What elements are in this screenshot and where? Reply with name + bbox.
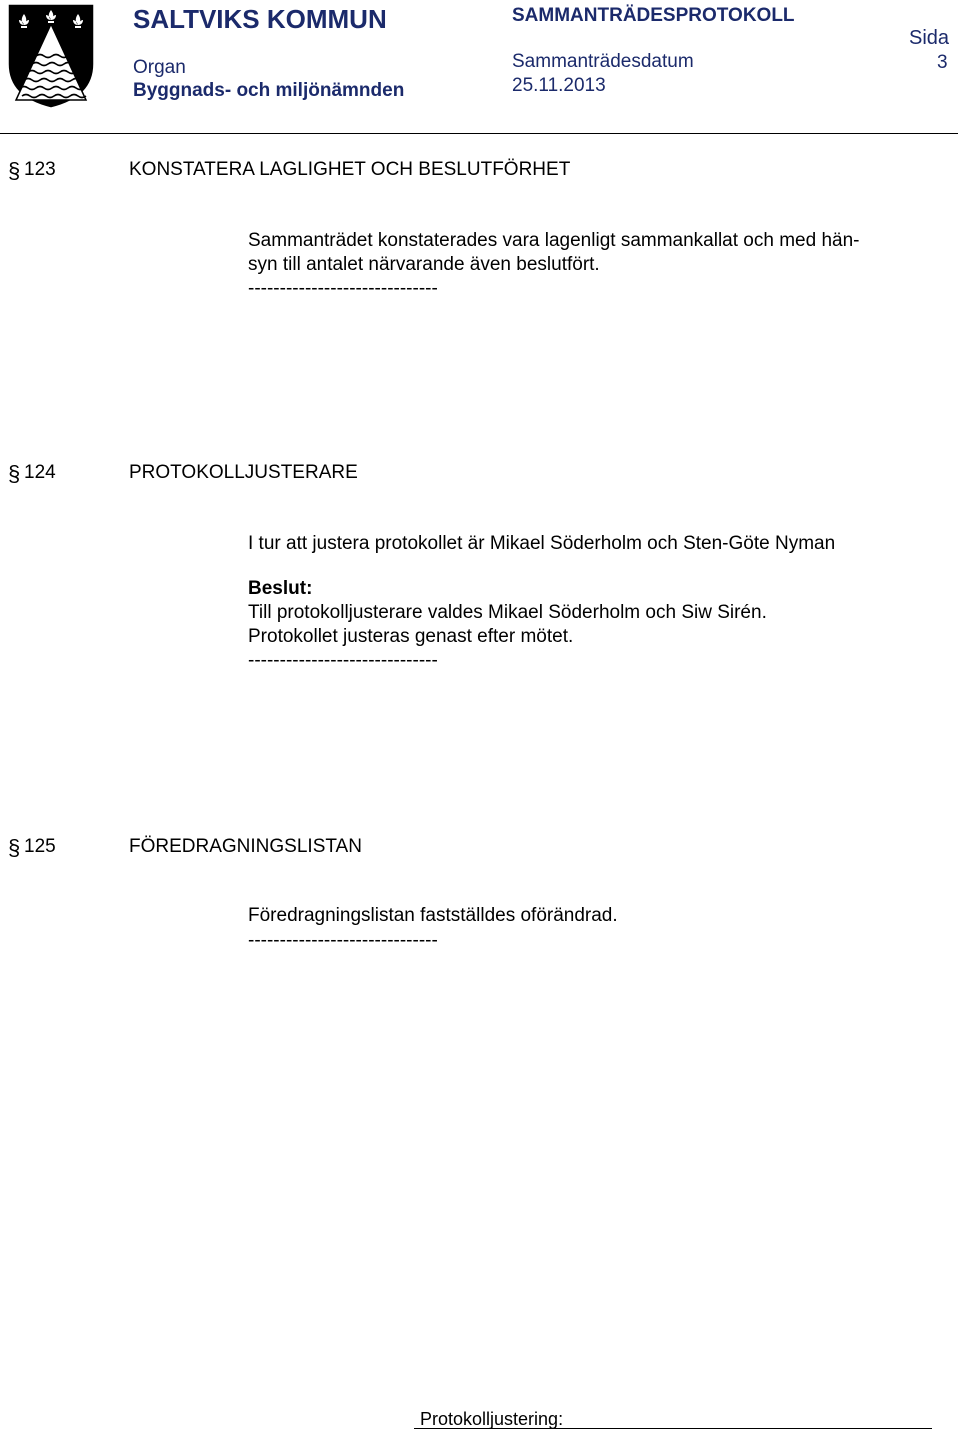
municipal-coat-of-arms-icon bbox=[8, 4, 94, 108]
meeting-date-value: 25.11.2013 bbox=[512, 75, 606, 96]
header-divider bbox=[0, 133, 958, 134]
section-symbol: § bbox=[8, 158, 21, 183]
paragraph-line: Sammanträdet konstaterades vara lagenligt sammankallat och med hän- bbox=[248, 230, 860, 251]
signature-line bbox=[414, 1428, 932, 1429]
document-type: SAMMANTRÄDESPROTOKOLL bbox=[512, 5, 795, 26]
section-number: 123 bbox=[24, 159, 56, 180]
paragraph-line: Föredragningslistan fastställdes oförändrad. bbox=[248, 905, 618, 926]
decision-label: Beslut: bbox=[248, 578, 313, 599]
paragraph-line: syn till antalet närvarande även beslutfört. bbox=[248, 254, 600, 275]
signature-label: Protokolljustering: bbox=[420, 1409, 564, 1429]
organization-name: SALTVIKS KOMMUN bbox=[133, 4, 387, 34]
section-number: 125 bbox=[24, 836, 56, 857]
page-label: Sida bbox=[909, 27, 950, 49]
section-symbol: § bbox=[8, 835, 21, 860]
page-number: 3 bbox=[937, 52, 948, 73]
section-separator: ------------------------------ bbox=[248, 930, 438, 951]
decision-line: Till protokolljusterare valdes Mikael Söderholm och Siw Sirén. bbox=[248, 602, 767, 623]
section-title: FÖREDRAGNINGSLISTAN bbox=[129, 836, 362, 857]
section-title: KONSTATERA LAGLIGHET OCH BESLUTFÖRHET bbox=[129, 159, 571, 180]
organ-label: Organ bbox=[133, 57, 186, 78]
section-number: 124 bbox=[24, 462, 56, 483]
section-separator: ------------------------------ bbox=[248, 278, 438, 299]
meeting-date-label: Sammanträdesdatum bbox=[512, 51, 694, 72]
organ-value: Byggnads- och miljönämnden bbox=[133, 80, 405, 101]
section-title: PROTOKOLLJUSTERARE bbox=[129, 462, 358, 483]
section-symbol: § bbox=[8, 461, 21, 486]
decision-line: Protokollet justeras genast efter mötet. bbox=[248, 626, 574, 647]
paragraph-line: I tur att justera protokollet är Mikael Söderholm och Sten-Göte Nyman bbox=[248, 533, 836, 554]
section-separator: ------------------------------ bbox=[248, 650, 438, 671]
